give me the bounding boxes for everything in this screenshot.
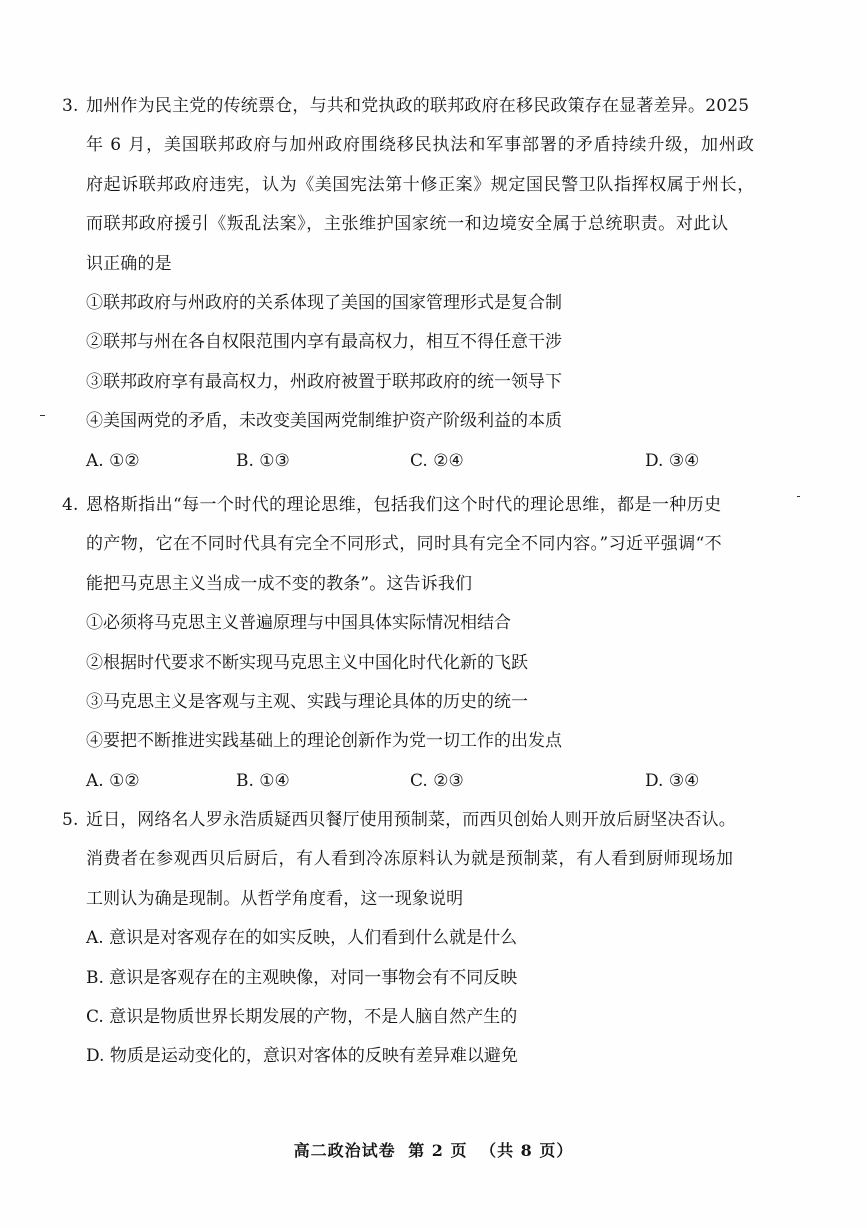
option-b: B. ①④ — [236, 770, 290, 791]
page-footer — [0, 1138, 867, 1161]
choice-c: C. 意识是物质世界长期发展的产物，不是人脑自然产生的 — [86, 1007, 518, 1028]
scan-speck — [40, 415, 45, 416]
question-3-statements — [62, 284, 797, 442]
option-b: B. ①③ — [236, 450, 290, 471]
question-3-stem-line: 识正确的是 — [86, 253, 172, 274]
question-4-number: 4. — [62, 495, 79, 515]
question-3-stem-line: 而联邦政府援引《叛乱法案》，主张维护国家统一和边境安全属于总统职责。对此认 — [86, 214, 729, 235]
option-d: D. ③④ — [645, 450, 700, 471]
question-3-number: 3. — [62, 96, 79, 116]
statement-item: ①必须将马克思主义普遍原理与中国具体实际情况相结合 — [86, 613, 511, 634]
choice-b: B. 意识是客观存在的主观映像，对同一事物会有不同反映 — [86, 967, 518, 988]
statement-item: ②联邦与州在各自权限范围内享有最高权力，相互不得任意干涉 — [86, 332, 562, 353]
choice-a: A. 意识是对客观存在的如实反映，人们看到什么就是什么 — [86, 928, 518, 949]
question-5-number: 5. — [62, 810, 79, 830]
question-3-stem — [62, 87, 797, 126]
question-3-options — [62, 442, 797, 481]
question-4-options — [62, 762, 797, 801]
question-4-stem-line: 的产物，它在不同时代具有完全不同形式，同时具有完全不同内容。”习近平强调“不 — [86, 534, 723, 555]
option-a: A. ①② — [86, 450, 140, 471]
statement-item: ③马克思主义是客观与主观、实践与理论具体的历史的统一 — [86, 692, 528, 713]
question-3-stem-line: 年 6 月，美国联邦政府与加州政府围绕移民执法和军事部署的矛盾持续升级，加州政 — [86, 135, 755, 156]
question-5-stem-line: 近日，网络名人罗永浩质疑西贝餐厅使用预制菜，而西贝创始人则开放后厨坚决否认。 — [86, 810, 736, 830]
footer-title: 高二政治试卷 — [293, 1141, 396, 1160]
choice-d: D. 物质是运动变化的，意识对客体的反映有差异难以避免 — [86, 1046, 518, 1067]
question-5 — [62, 801, 797, 1077]
option-d: D. ③④ — [645, 770, 700, 791]
footer-page-number: 第 2 页 — [408, 1141, 468, 1160]
question-3 — [62, 87, 797, 481]
statement-item: ①联邦政府与州政府的关系体现了美国的国家管理形式是复合制 — [86, 293, 562, 314]
option-a: A. ①② — [86, 770, 140, 791]
question-4-stem-line: 恩格斯指出“每一个时代的理论思维，包括我们这个时代的理论思维，都是一种历史 — [86, 495, 722, 515]
question-5-stem-line: 工则认为确是现制。从哲学角度看，这一现象说明 — [86, 888, 464, 909]
question-3-stem-line: 加州作为民主党的传统票仓，与共和党执政的联邦政府在移民政策存在显著差异。2025 — [86, 96, 750, 116]
question-4-statements — [62, 604, 797, 762]
statement-item: ③联邦政府享有最高权力，州政府被置于联邦政府的统一领导下 — [86, 371, 562, 392]
question-4 — [62, 486, 797, 801]
footer-total-pages: （共 8 页） — [480, 1141, 574, 1160]
question-3-stem-line: 府起诉联邦政府违宪，认为《美国宪法第十修正案》规定国民警卫队指挥权属于州长， — [86, 174, 755, 195]
scan-speck — [797, 496, 800, 497]
statement-item: ④要把不断推进实践基础上的理论创新作为党一切工作的出发点 — [86, 731, 562, 752]
statement-item: ②根据时代要求不断实现马克思主义中国化时代化新的飞跃 — [86, 652, 528, 673]
statement-item: ④美国两党的矛盾，未改变美国两党制维护资产阶级利益的本质 — [86, 411, 562, 432]
question-5-stem-line: 消费者在参观西贝后厨后，有人看到冷冻原料认为就是预制菜，有人看到厨师现场加 — [86, 849, 734, 870]
option-c: C. ②④ — [410, 450, 464, 471]
option-c: C. ②③ — [410, 770, 464, 791]
question-4-stem-line: 能把马克思主义当成一成不变的教条”。这告诉我们 — [86, 573, 473, 594]
